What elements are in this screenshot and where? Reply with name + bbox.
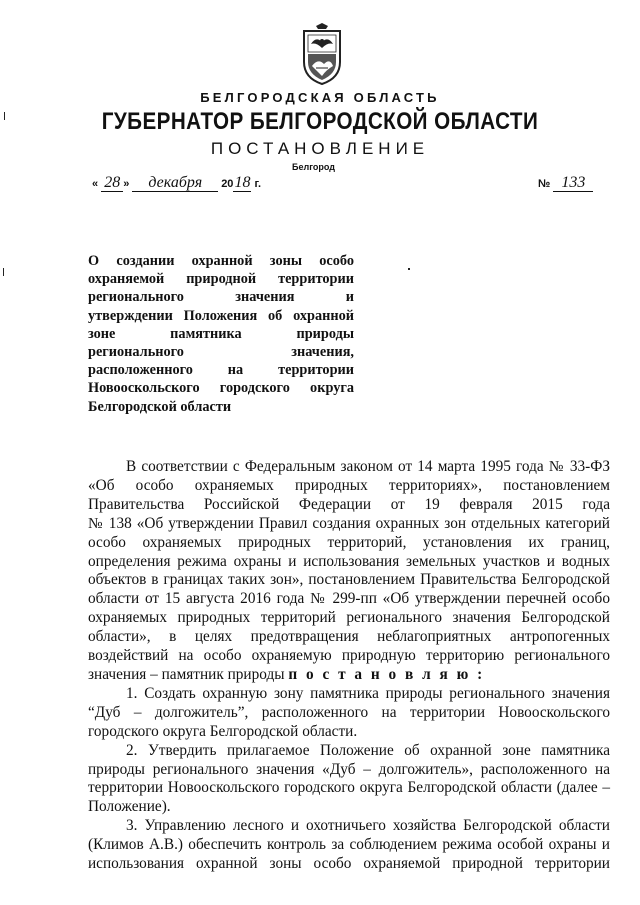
- date-year-suffix: 18: [234, 174, 251, 191]
- date-day: 28: [101, 174, 123, 192]
- scan-mark: [408, 268, 410, 270]
- body-line: городского округа Белгородской области.: [88, 722, 358, 740]
- document-subject: [88, 252, 354, 416]
- document-number: [538, 174, 593, 192]
- region-title: БЕЛГОРОДСКАЯ ОБЛАСТЬ: [200, 90, 440, 105]
- subject-line: О создании охранной зоны особо: [88, 253, 354, 269]
- decree-word: п о с т а н о в л я ю :: [288, 665, 485, 683]
- subject-line: Новооскольского городского округа: [88, 380, 354, 397]
- scan-mark: [3, 268, 4, 276]
- body-line: использования охранной зоны особо охраняемой природной территории: [88, 855, 610, 873]
- subject-line: Белгородской области: [88, 398, 232, 415]
- body-line: значения – памятник природы: [88, 665, 285, 683]
- scan-mark: [4, 112, 5, 120]
- body-line: объектов в границах таких зон», постановлением Правительства Белгородской: [88, 571, 610, 589]
- body-line: В соответствии с Федеральным законом от 14 марта 1995 года № 33-ФЗ: [126, 458, 610, 475]
- subject-line: утверждении Положения об охранной: [88, 307, 354, 324]
- body-line: определения режима охраны и использования земельных участков и водных: [88, 552, 610, 570]
- body-line: 2. Утвердить прилагаемое Положение об охранной зоне памятника: [126, 741, 610, 759]
- date-close-quote: »: [123, 178, 130, 190]
- date-month: декабря: [132, 174, 218, 192]
- body-line: особо охраняемых природных территорий, установления их границ,: [88, 533, 610, 551]
- subject-line: регионального значения,: [88, 344, 354, 361]
- subject-line: охраняемой природной территории: [88, 271, 354, 288]
- body-line: (Климов А.В.) обеспечить контроль за соблюдением режима особой охраны и: [88, 836, 610, 854]
- body-line: области от 15 августа 2016 года № 299-пп «Об утверждении перечней особо: [88, 590, 610, 608]
- body-line: Правительства Российской Федерации от 19 февраля 2015 года: [88, 495, 610, 513]
- body-line: области», в целях предотвращения неблагоприятных антропогенных: [88, 628, 610, 646]
- body-line: № 138 «Об утверждении Правил создания охранных зон отдельных категорий: [88, 514, 610, 532]
- city-name: Белгород: [292, 162, 335, 172]
- date-year-prefix: 20: [221, 178, 234, 190]
- document-type: ПОСТАНОВЛЕНИЕ: [210, 139, 430, 158]
- subject-line: зоне памятника природы: [88, 325, 354, 342]
- subject-line: расположенного на территории: [88, 362, 354, 379]
- body-line: Положение).: [88, 798, 171, 816]
- body-line: природы регионального значения «Дуб – долгожитель», расположенного на: [88, 760, 610, 778]
- document-date: [92, 174, 261, 192]
- date-year-unit: г.: [254, 178, 262, 190]
- body-line: воздействий на особо охраняемую природную территорию регионального: [88, 647, 610, 665]
- number-label: №: [538, 178, 551, 190]
- body-line: 3. Управлению лесного и охотничьего хозяйства Белгородской области: [126, 817, 610, 835]
- subject-line: регионального значения и: [88, 289, 354, 306]
- body-line: “Дуб – долгожитель”, расположенного на территории Новооскольского: [88, 703, 610, 721]
- body-line-decree: [88, 666, 610, 685]
- number-value: 133: [553, 174, 593, 192]
- governor-title: ГУБЕРНАТОР БЕЛГОРОДСКОЙ ОБЛАСТИ: [101, 108, 539, 135]
- document-body: [88, 458, 610, 874]
- body-line: территории Новооскольского городского округа Белгородской области (далее –: [88, 779, 610, 797]
- date-open-quote: «: [92, 178, 99, 190]
- body-line: 1. Создать охранную зону памятника природы регионального значения: [126, 684, 610, 702]
- body-line: охраняемых природных территорий регионального значения Белгородской: [88, 609, 610, 627]
- body-line: «Об особо охраняемых природных территориях», постановлением: [88, 476, 610, 494]
- coat-of-arms-emblem: [300, 22, 344, 86]
